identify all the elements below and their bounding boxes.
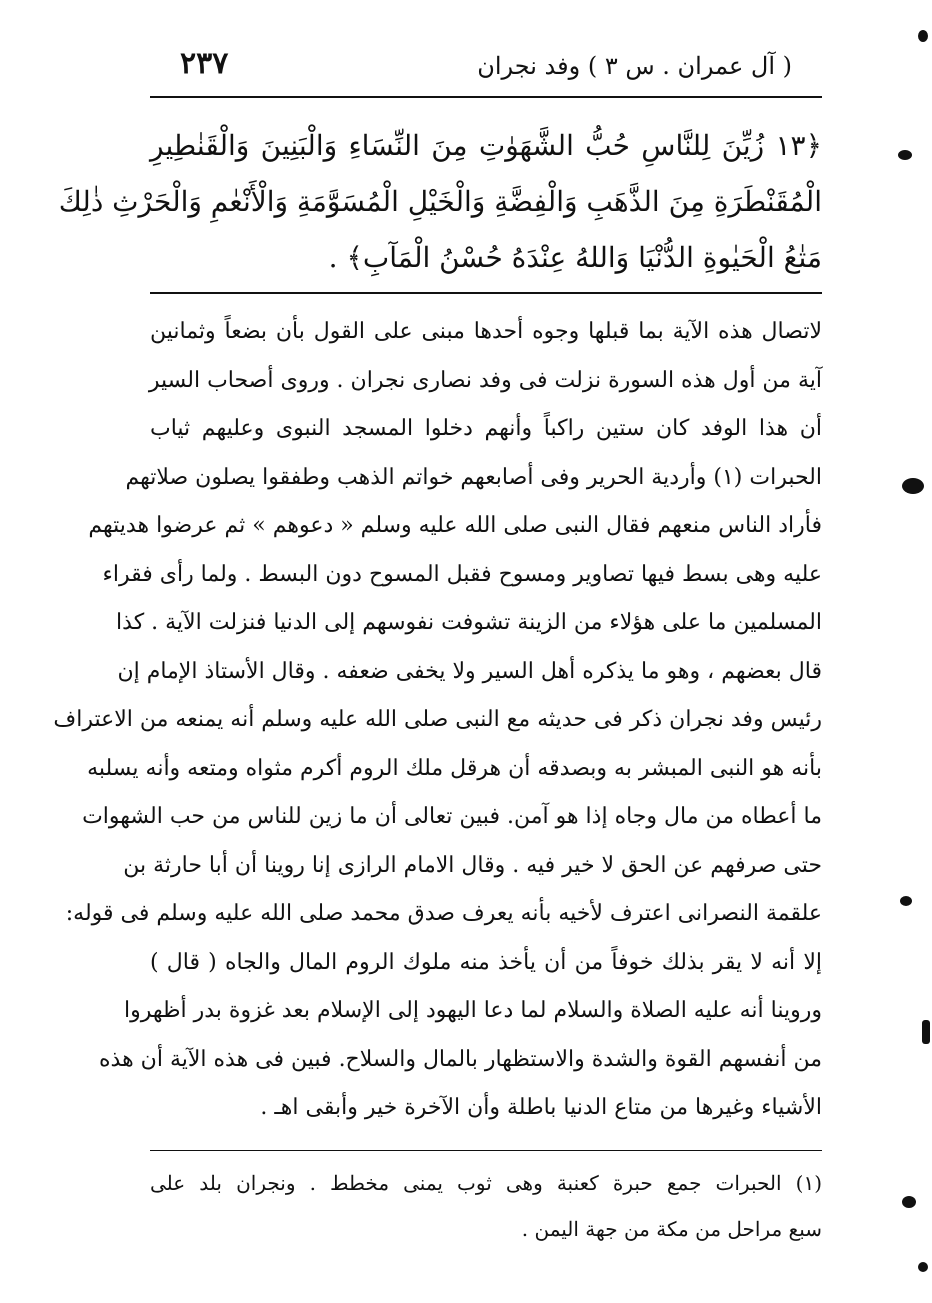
text-line: عليه وهى بسط فيها تصاوير ومسوح فقبل المسوح دون البسط . ولما رأى فقراء [102, 561, 822, 587]
quran-verse [58, 118, 822, 286]
text-line: الأشياء وغيرها من متاع الدنيا باطلة وأن الآخرة خير وأبقى اهـ . [260, 1095, 822, 1120]
header-title: ( آل عمران . س ٣ ) وفد نجران [477, 52, 792, 80]
verse-line: مَتٰعُ الْحَيٰوةِ الدُّنْيَا وَاللهُ عِنْدَهُ حُسْنُ الْمَآبِ﴾ . [328, 241, 822, 274]
commentary-text [53, 308, 822, 1133]
verse-line: ﴿١٣ زُيِّنَ لِلنَّاسِ حُبُّ الشَّهَوٰتِ مِنَ النِّسَاءِ وَالْبَنِينَ وَالْقَنٰطِيرِ [150, 129, 822, 162]
footnote-line: سبع مراحل من مكة من جهة اليمن . [521, 1217, 822, 1241]
scan-speck [918, 30, 928, 42]
text-line: من أنفسهم القوة والشدة والاستظهار بالمال والسلاح. فبين فى هذه الآية أن هذه [99, 1046, 822, 1072]
header-divider [150, 96, 822, 98]
text-line: آية من أول هذه السورة نزلت فى وفد نصارى نجران . وروى أصحاب السير [148, 367, 822, 393]
text-line: إلا أنه لا يقر بذلك خوفاً من أن يأخذ منه ملوك الروم المال والجاه ( قال ) [150, 949, 822, 975]
text-line: علقمة النصرانى اعترف لأخيه بأنه يعرف صدق محمد صلى الله عليه وسلم فى قوله: [65, 901, 822, 926]
scan-speck [922, 1020, 930, 1044]
text-line: قال بعضهم ، وهو ما يذكره أهل السير ولا يخفى ضعفه . وقال الأستاذ الإمام إن [117, 658, 822, 684]
text-line: فأراد الناس منعهم فقال النبى صلى الله عليه وسلم « دعوهم » ثم عرضوا هديتهم [88, 513, 822, 538]
text-line: وروينا أنه عليه الصلاة والسلام لما دعا اليهود إلى الإسلام بعد غزوة بدر أظهروا [124, 998, 822, 1023]
text-line: الحبرات (١) وأردية الحرير وفى أصابعهم خواتم الذهب وطفقوا يصلون صلاتهم [125, 464, 822, 490]
running-header [150, 44, 822, 96]
footnote [150, 1160, 822, 1252]
scan-speck [902, 478, 924, 494]
verse-divider [150, 292, 822, 294]
scan-speck [902, 1196, 916, 1208]
scan-speck [898, 150, 912, 160]
verse-line: الْمُقَنْطَرَةِ مِنَ الذَّهَبِ وَالْفِضَّةِ وَالْخَيْلِ الْمُسَوَّمَةِ وَالْأَنْعٰمِ وَالْحَرْثِ ذٰلِكَ [58, 185, 822, 218]
text-line: أن هذا الوفد كان ستين راكباً وأنهم دخلوا المسجد النبوى وعليهم ثياب [150, 416, 822, 441]
scan-speck [918, 1262, 928, 1272]
text-line: رئيس وفد نجران ذكر فى حديثه مع النبى صلى الله عليه وسلم أنه يمنعه من الاعتراف [53, 707, 822, 732]
scan-speck [900, 896, 912, 906]
text-line: بأنه هو النبى المبشر به وبصدقه أن هرقل ملك الروم أكرم مثواه ومتعه وأنه يسلبه [87, 755, 822, 781]
page-number: ٢٣٧ [180, 46, 229, 81]
text-line: ما أعطاه من مال وجاه إذا هو آمن. فبين تعالى أن ما زين للناس من حب الشهوات [82, 804, 822, 829]
text-line: حتى صرفهم عن الحق لا خير فيه . وقال الامام الرازى إنا روينا أن أبا حارثة بن [123, 852, 822, 878]
text-line: لاتصال هذه الآية بما قبلها وجوه أحدها مبنى على القول بأن بضعاً وثمانين [150, 319, 822, 344]
text-line: المسلمين ما على هؤلاء من الزينة تشوفت نفوسهم إلى الدنيا فنزلت الآية . كذا [116, 610, 822, 635]
footnote-divider [150, 1150, 822, 1151]
footnote-line: (١) الحبرات جمع حبرة كعنبة وهى ثوب يمنى مخطط . ونجران بلد على [150, 1171, 822, 1195]
